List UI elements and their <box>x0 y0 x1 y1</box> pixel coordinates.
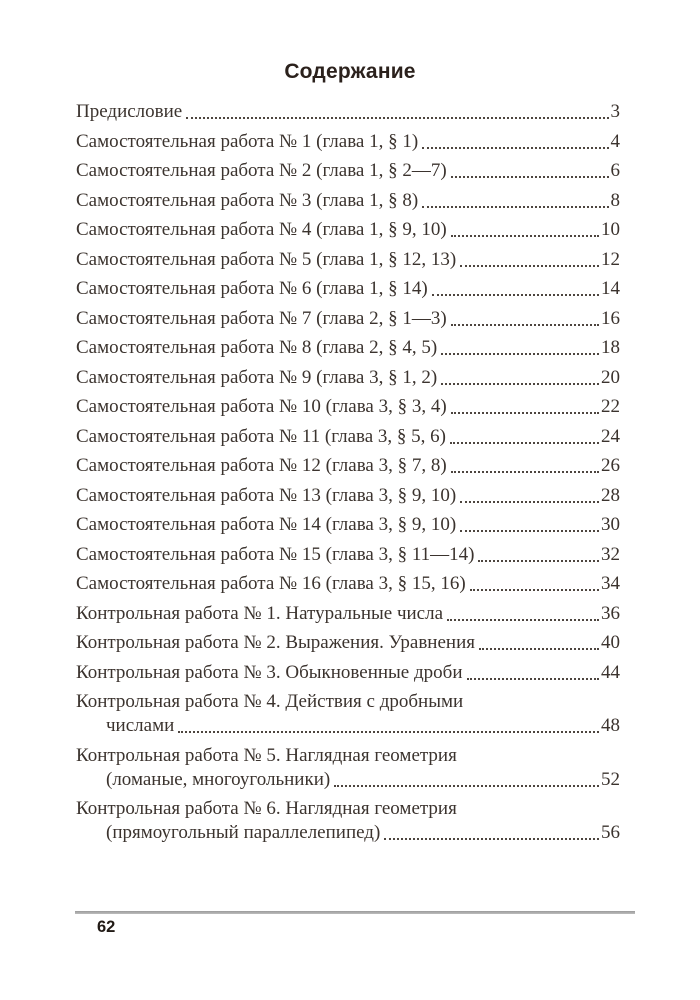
toc-entry-title: Самостоятельная работа № 12 (глава 3, § 7, 8) <box>76 455 447 476</box>
dot-leader <box>451 324 599 326</box>
toc-entry <box>76 277 620 301</box>
toc-row <box>76 277 620 301</box>
toc-entry-title: Самостоятельная работа № 1 (глава 1, § 1) <box>76 130 419 152</box>
toc-entry-title: Контрольная работа № 6. Наглядная геометрия <box>76 798 457 819</box>
toc-entry-title: Самостоятельная работа № 8 (глава 2, § 4, 5) <box>76 337 438 358</box>
toc-entry <box>76 218 620 242</box>
toc-page-number: 12 <box>601 248 620 270</box>
toc-page-number: 22 <box>601 396 620 417</box>
toc-row <box>76 159 620 183</box>
toc-entry <box>76 631 620 655</box>
dot-leader <box>186 117 608 119</box>
toc-entry-title: Самостоятельная работа № 15 (глава 3, § 11—14) <box>76 543 475 565</box>
toc-entry <box>76 366 620 390</box>
toc-row <box>76 602 620 626</box>
dot-leader <box>422 147 608 149</box>
toc-entry <box>76 602 620 626</box>
toc-entry-title: Самостоятельная работа № 16 (глава 3, § 15, 16) <box>76 573 466 594</box>
toc-page-number: 26 <box>601 455 620 476</box>
toc-entry <box>76 744 620 792</box>
dot-leader <box>470 589 599 591</box>
toc-entry-title: Контрольная работа № 1. Натуральные числа <box>76 602 444 624</box>
dot-leader <box>450 442 599 444</box>
dot-leader <box>441 353 599 355</box>
dot-leader <box>432 294 599 296</box>
dot-leader <box>451 471 599 473</box>
toc-page-number: 24 <box>601 425 620 447</box>
dot-leader <box>479 648 599 650</box>
toc-page-number: 10 <box>601 219 620 240</box>
toc-row <box>76 366 620 390</box>
toc-entry-title: Самостоятельная работа № 7 (глава 2, § 1—3) <box>76 307 447 329</box>
dot-leader <box>451 412 599 414</box>
toc-entry-title: Самостоятельная работа № 10 (глава 3, § 3, 4) <box>76 396 447 417</box>
toc-row <box>76 454 620 478</box>
toc-entry-title: Самостоятельная работа № 5 (глава 1, § 12, 13) <box>76 248 457 270</box>
toc-row <box>76 513 620 537</box>
toc-entry <box>76 425 620 449</box>
dot-leader <box>478 560 599 562</box>
dot-leader <box>451 235 599 237</box>
toc-entry-title: Контрольная работа № 4. Действия с дробными <box>76 691 464 712</box>
toc-entry <box>76 130 620 154</box>
dot-leader <box>460 501 599 503</box>
folio-page-number: 62 <box>97 918 116 936</box>
dot-leader <box>441 383 599 385</box>
toc-page-number: 6 <box>610 160 620 181</box>
toc-page-number: 48 <box>601 715 620 736</box>
toc-entry <box>76 572 620 596</box>
toc-row <box>76 661 620 685</box>
toc-entry <box>76 454 620 478</box>
contents-title: Содержание <box>284 60 416 83</box>
toc-page-number: 3 <box>610 101 620 122</box>
toc-row <box>76 425 620 449</box>
toc-entry-title: Самостоятельная работа № 14 (глава 3, § 9, 10) <box>76 514 457 535</box>
toc-page-number: 8 <box>610 189 620 211</box>
toc-page-number: 44 <box>601 661 620 683</box>
footer-rule <box>75 911 635 914</box>
toc-page-number: 56 <box>601 822 620 843</box>
dot-leader <box>178 731 599 733</box>
toc-entry-title: Самостоятельная работа № 13 (глава 3, § 9, 10) <box>76 484 457 506</box>
toc-entry-title: Самостоятельная работа № 2 (глава 1, § 2—7) <box>76 160 447 181</box>
toc-page-number: 18 <box>601 337 620 358</box>
toc-page-number: 36 <box>601 602 620 624</box>
toc-entry-title: Самостоятельная работа № 3 (глава 1, § 8) <box>76 189 419 211</box>
toc-page-number: 16 <box>601 307 620 329</box>
toc-entry-title: Самостоятельная работа № 11 (глава 3, § 5, 6) <box>76 425 446 447</box>
toc-page-number: 14 <box>601 278 620 299</box>
toc-entry <box>76 248 620 272</box>
dot-leader <box>447 619 599 621</box>
dot-leader <box>460 265 599 267</box>
toc-entry <box>76 395 620 419</box>
toc-entry-title: Самостоятельная работа № 4 (глава 1, § 9, 10) <box>76 219 447 240</box>
dot-leader <box>460 530 599 532</box>
toc-page-number: 52 <box>601 768 620 790</box>
toc-row <box>76 100 620 124</box>
toc-entry <box>76 159 620 183</box>
toc-entry <box>76 543 620 567</box>
toc-row <box>76 248 620 272</box>
toc-row <box>76 572 620 596</box>
toc-entry <box>76 307 620 331</box>
toc-row <box>76 714 620 738</box>
toc-page-number: 30 <box>601 514 620 535</box>
toc-entry-continuation: числами <box>106 715 175 736</box>
toc-entry <box>76 100 620 124</box>
toc-row <box>76 821 620 845</box>
toc-entry <box>76 690 620 738</box>
toc-entry-continuation: (ломаные, многоугольники) <box>106 768 331 790</box>
dot-leader <box>467 678 600 680</box>
toc-entry-title: Предисловие <box>76 101 183 122</box>
toc-page-number: 20 <box>601 366 620 388</box>
toc-row <box>76 484 620 508</box>
toc-page-number: 32 <box>601 543 620 565</box>
dot-leader <box>334 785 599 787</box>
toc-entry-title: Контрольная работа № 2. Выражения. Уравнения <box>76 632 475 653</box>
toc-entry <box>76 797 620 845</box>
toc-page-number: 40 <box>601 632 620 653</box>
toc-entry-title: Контрольная работа № 5. Наглядная геометрия <box>76 744 457 766</box>
dot-leader <box>384 838 599 840</box>
toc-entry-title: Самостоятельная работа № 6 (глава 1, § 14) <box>76 278 428 299</box>
toc-entry-title: Самостоятельная работа № 9 (глава 3, § 1, 2) <box>76 366 438 388</box>
toc-page-number: 34 <box>601 573 620 594</box>
toc-row <box>76 543 620 567</box>
toc-entry-title: Контрольная работа № 3. Обыкновенные дроби <box>76 661 463 683</box>
toc-entry <box>76 484 620 508</box>
toc-row <box>76 189 620 213</box>
toc-list <box>76 100 620 845</box>
dot-leader <box>422 206 608 208</box>
toc-page-number: 4 <box>610 130 620 152</box>
toc-row <box>76 768 620 792</box>
toc-row <box>76 336 620 360</box>
toc-row <box>76 631 620 655</box>
toc-row <box>76 395 620 419</box>
toc-row <box>76 218 620 242</box>
toc-entry-continuation: (прямоугольный параллелепипед) <box>106 822 381 843</box>
toc-entry <box>76 661 620 685</box>
toc-entry <box>76 189 620 213</box>
toc-row <box>76 307 620 331</box>
dot-leader <box>451 176 609 178</box>
toc-page-number: 28 <box>601 484 620 506</box>
toc-entry <box>76 513 620 537</box>
toc-entry <box>76 336 620 360</box>
toc-row <box>76 130 620 154</box>
